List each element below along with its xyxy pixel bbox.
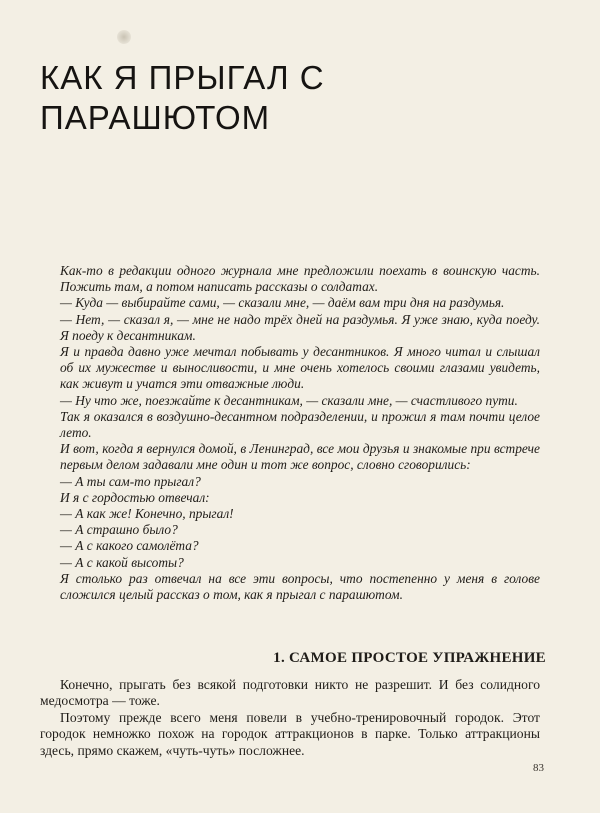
paragraph: — Ну что же, поезжайте к десантникам, — сказали мне, — счастливого пути. [60, 392, 518, 408]
paragraph: — А с какого самолёта? [60, 538, 199, 554]
paragraph: Конечно, прыгать без всякой подготовки никто не разрешит. И без солидного медосмотра — тоже. [40, 677, 540, 709]
paper-stain [117, 30, 131, 44]
paragraph: — А с какой высоты? [60, 554, 184, 570]
paragraph: — А как же! Конечно, прыгал! [60, 506, 234, 522]
section-text [40, 677, 540, 759]
paragraph: Так я оказался в воздушно-десантном подразделении, и прожил я там почти целое лето. [60, 408, 540, 441]
section-heading: 1. САМОЕ ПРОСТОЕ УПРАЖНЕНИЕ [273, 650, 546, 666]
paragraph: Как-то в редакции одного журнала мне предложили поехать в воинскую часть. Пожить там, а потом написать рассказы о солдатах. [60, 263, 540, 295]
paragraph: Поэтому прежде всего меня повели в учебно-тренировочный городок. Этот городок немножко похож на городок аттракционов в парке. Только аттракционы здесь, прямо скажем, «чуть-чуть» посложнее. [40, 709, 540, 758]
paragraph: — А ты сам-то прыгал? [60, 473, 201, 489]
intro-text [60, 263, 540, 603]
paragraph: — Нет, — сказал я, — мне не надо трёх дней на раздумья. Я уже знаю, куда поеду. Я поеду к десантникам. [60, 311, 540, 343]
paragraph: — А страшно было? [60, 522, 178, 538]
paragraph: И вот, когда я вернулся домой, в Ленинград, все мои друзья и знакомые при встрече первым делом задавали мне один и тот же вопрос, словно сговорились: [60, 441, 540, 473]
paragraph: — Куда — выбирайте сами, — сказали мне, — даём вам три дня на раздумья. [60, 295, 505, 311]
page-number: 83 [533, 762, 544, 774]
paragraph: Я столько раз отвечал на все эти вопросы, что постепенно у меня в голове сложился целый рассказ о том, как я прыгал с парашютом. [60, 570, 540, 603]
chapter-title: КАК Я ПРЫГАЛ С ПАРАШЮТОМ [40, 59, 325, 136]
paragraph: И я с гордостью отвечал: [60, 489, 210, 505]
paragraph: Я и правда давно уже мечтал побывать у десантников. Я много читал и слышал об их мужестве и выносливости, и мне очень хотелось своими глазами увидеть, как живут и учатся эти отважные люди. [60, 344, 540, 392]
